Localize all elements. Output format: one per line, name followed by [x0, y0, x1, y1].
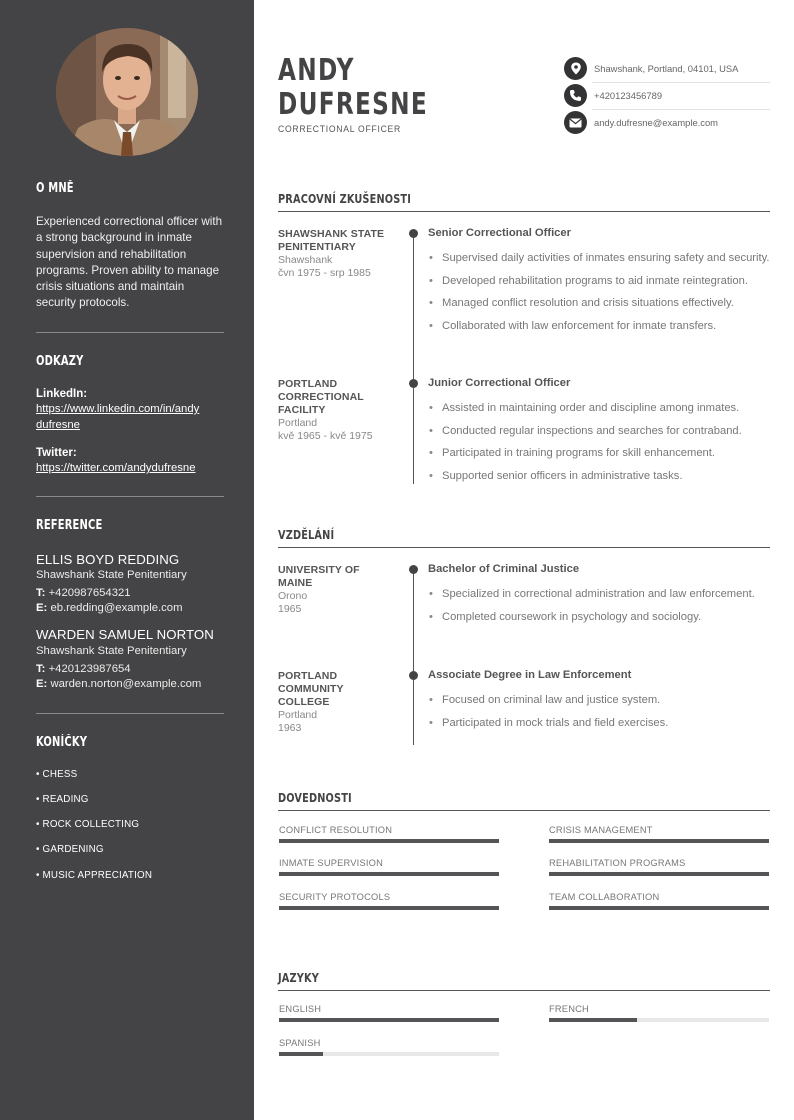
reference-phone-value: +420123987654	[48, 663, 131, 675]
hobby-item: • MUSIC APPRECIATION	[36, 870, 153, 881]
job-bullets	[428, 251, 770, 341]
languages-title: JAZYKY	[278, 970, 319, 985]
section-rule	[278, 810, 770, 811]
linkedin-url-line: https://www.linkedin.com/in/andy	[36, 403, 200, 415]
list-item: • Developed rehabilitation programs to aid inmate reintegration.	[428, 274, 770, 289]
org-name: MAINE	[278, 577, 313, 589]
experience-org	[278, 228, 396, 280]
experience-title: PRACOVNÍ ZKUŠENOSTI	[278, 191, 412, 206]
org-name: FACILITY	[278, 404, 326, 416]
timeline-line	[413, 234, 414, 484]
list-item: • Supervised daily activities of inmates ensuring safety and security.	[428, 251, 770, 266]
org-location: Portland	[278, 709, 318, 721]
section-rule	[278, 211, 770, 212]
org-location: Orono	[278, 590, 308, 602]
org-dates: čvn 1975 - srp 1985	[278, 267, 371, 279]
job-bullets	[428, 401, 770, 491]
email-label: E:	[36, 678, 48, 690]
hobby-item: • GARDENING	[36, 844, 104, 855]
org-name: SHAWSHANK STATE	[278, 228, 385, 240]
education-title: VZDĚLÁNÍ	[278, 527, 335, 542]
hobby-item: • ROCK COLLECTING	[36, 819, 140, 830]
phone-label: T:	[36, 663, 46, 675]
org-name: PORTLAND	[278, 670, 338, 682]
section-rule	[278, 990, 770, 991]
language-bar	[279, 1052, 499, 1056]
profile-photo	[56, 28, 198, 156]
about-text: Experienced correctional officer with a strong background in inmate supervision and rehabilitation programs. Proven ability to manage crisis situations and maintain security protocols.	[36, 215, 223, 310]
links-title: ODKAZY	[36, 354, 84, 369]
timeline-dot	[409, 379, 418, 388]
language-bar-fill	[279, 1052, 323, 1056]
email-label: E:	[36, 602, 48, 614]
reference-email	[36, 602, 182, 614]
twitter-label: Twitter:	[36, 447, 77, 459]
twitter-link[interactable]: https://twitter.com/andydufresne	[36, 462, 196, 474]
list-item: • Conducted regular inspections and searches for contraband.	[428, 424, 770, 439]
first-name: ANDY	[278, 53, 355, 88]
degree-bullets	[428, 587, 770, 632]
reference-phone-value: +420987654321	[48, 587, 131, 599]
list-item: • Completed coursework in psychology and sociology.	[428, 610, 770, 625]
skill-bar-fill	[279, 839, 499, 843]
org-name: COMMUNITY	[278, 683, 344, 695]
skill-bar	[279, 872, 499, 876]
education-org	[278, 670, 396, 735]
skill-bar	[549, 906, 769, 910]
org-dates: kvě 1965 - kvě 1975	[278, 430, 373, 442]
job-role: Junior Correctional Officer	[428, 377, 571, 389]
skill-label: CRISIS MANAGEMENT	[549, 825, 653, 835]
timeline-dot	[409, 671, 418, 680]
list-item: • Managed conflict resolution and crisis situations effectively.	[428, 296, 770, 311]
skill-bar-fill	[549, 839, 769, 843]
location-pin-icon	[564, 57, 587, 80]
list-item: • Collaborated with law enforcement for inmate transfers.	[428, 319, 770, 334]
org-location: Portland	[278, 417, 318, 429]
org-year: 1965	[278, 603, 302, 615]
skill-label: SECURITY PROTOCOLS	[279, 892, 391, 902]
about-title: O MNĚ	[36, 181, 74, 196]
hobby-item: • CHESS	[36, 769, 78, 780]
org-location: Shawshank	[278, 254, 333, 266]
degree: Associate Degree in Law Enforcement	[428, 669, 632, 681]
list-item: • Participated in mock trials and field exercises.	[428, 716, 770, 731]
timeline-dot	[409, 565, 418, 574]
language-label: ENGLISH	[279, 1004, 322, 1014]
skill-bar	[549, 839, 769, 843]
reference-company: Shawshank State Penitentiary	[36, 569, 187, 581]
org-name: UNIVERSITY OF	[278, 564, 360, 576]
reference-phone	[36, 663, 131, 675]
job-title: CORRECTIONAL OFFICER	[278, 124, 401, 135]
skill-bar	[549, 872, 769, 876]
skill-bar-fill	[549, 872, 769, 876]
contact-address	[564, 55, 770, 82]
timeline-line	[413, 570, 414, 745]
divider	[36, 496, 224, 497]
linkedin-url-line: dufresne	[36, 418, 80, 431]
references-title: REFERENCE	[36, 518, 103, 533]
last-name: DUFRESNE	[278, 87, 429, 122]
list-item: • Specialized in correctional administration and law enforcement.	[428, 587, 770, 602]
hobby-item: • READING	[36, 794, 89, 805]
skill-label: TEAM COLLABORATION	[549, 892, 660, 902]
timeline-dot	[409, 229, 418, 238]
skill-label: CONFLICT RESOLUTION	[279, 825, 393, 835]
degree-bullets	[428, 693, 770, 738]
reference-email-value: warden.norton@example.com	[50, 678, 202, 690]
language-bar	[549, 1018, 769, 1022]
email-text: andy.dufresne@example.com	[594, 117, 718, 128]
linkedin-link[interactable]	[36, 402, 226, 433]
contact-phone	[564, 82, 770, 109]
language-label: FRENCH	[549, 1004, 589, 1014]
section-rule	[278, 547, 770, 548]
list-item: • Assisted in maintaining order and discipline among inmates.	[428, 401, 770, 416]
phone-label: T:	[36, 587, 46, 599]
org-name: COLLEGE	[278, 696, 330, 708]
skill-bar	[279, 839, 499, 843]
sidebar	[0, 0, 254, 1120]
phone-icon	[564, 84, 587, 107]
skill-label: REHABILITATION PROGRAMS	[549, 858, 686, 868]
org-name: PENITENTIARY	[278, 241, 356, 253]
skill-bar-fill	[279, 872, 499, 876]
language-bar-fill	[549, 1018, 637, 1022]
skill-label: INMATE SUPERVISION	[279, 858, 383, 868]
skill-bar-fill	[549, 906, 769, 910]
language-label: SPANISH	[279, 1038, 321, 1048]
org-year: 1963	[278, 722, 302, 734]
skill-bar-fill	[279, 906, 499, 910]
reference-name: ELLIS BOYD REDDING	[36, 552, 180, 567]
language-bar-fill	[279, 1018, 499, 1022]
reference-phone	[36, 587, 131, 599]
org-name: CORRECTIONAL	[278, 391, 364, 403]
degree: Bachelor of Criminal Justice	[428, 563, 580, 575]
full-name	[278, 54, 428, 122]
org-name: PORTLAND	[278, 378, 338, 390]
list-item: • Focused on criminal law and justice system.	[428, 693, 770, 708]
reference-company: Shawshank State Penitentiary	[36, 645, 187, 657]
list-item: • Supported senior officers in administrative tasks.	[428, 469, 770, 484]
linkedin-label: LinkedIn:	[36, 388, 88, 400]
list-item: • Participated in training programs for skill enhancement.	[428, 446, 770, 461]
reference-email-value: eb.redding@example.com	[50, 602, 183, 614]
job-role: Senior Correctional Officer	[428, 227, 571, 239]
language-bar	[279, 1018, 499, 1022]
reference-name: WARDEN SAMUEL NORTON	[36, 627, 214, 642]
phone-text: +420123456789	[594, 90, 663, 101]
divider	[36, 713, 224, 714]
experience-org	[278, 378, 396, 443]
address-text: Shawshank, Portland, 04101, USA	[594, 63, 739, 74]
education-org	[278, 564, 396, 616]
divider	[36, 332, 224, 333]
reference-email	[36, 678, 201, 690]
hobbies-title: KONÍČKY	[36, 735, 88, 750]
envelope-icon	[564, 111, 587, 134]
skill-bar	[279, 906, 499, 910]
contact-email	[564, 109, 770, 136]
skills-title: DOVEDNOSTI	[278, 790, 352, 805]
